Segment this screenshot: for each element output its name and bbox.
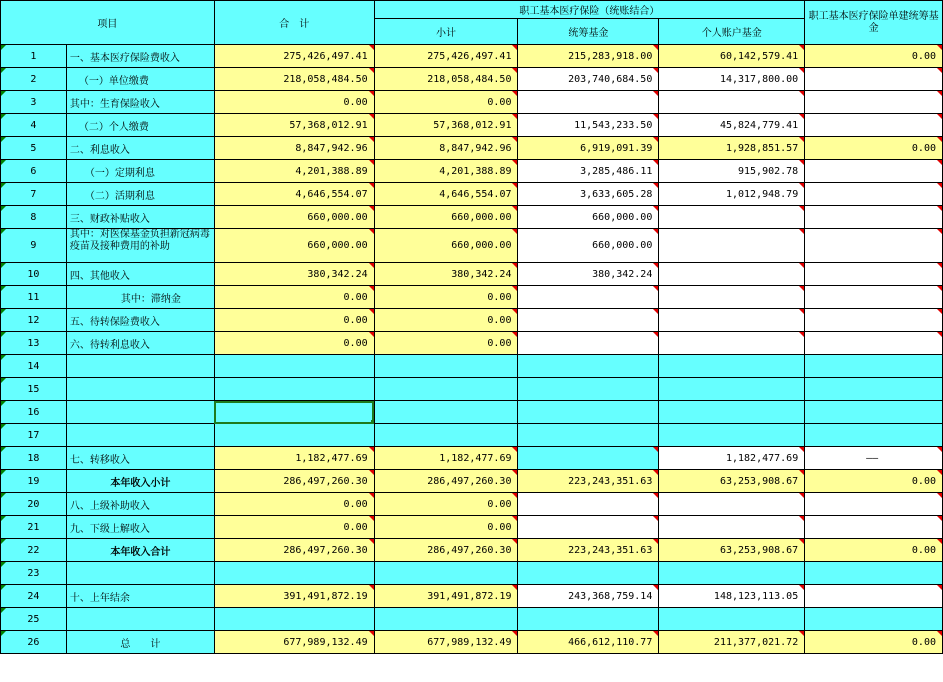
row-number-cell[interactable]: 23 [1,562,67,585]
subtotal-cell[interactable]: 286,497,260.30 [374,470,518,493]
personal-account-cell[interactable]: 915,902.78 [659,160,805,183]
subtotal-cell[interactable] [374,355,518,378]
subtotal-cell[interactable]: 286,497,260.30 [374,539,518,562]
total-cell[interactable]: 0.00 [214,516,374,539]
personal-account-cell[interactable]: 148,123,113.05 [659,585,805,608]
total-cell[interactable] [214,378,374,401]
row-number-cell[interactable]: 24 [1,585,67,608]
row-number-cell[interactable]: 20 [1,493,67,516]
separate-fund-cell[interactable] [805,160,943,183]
separate-fund-cell[interactable] [805,493,943,516]
table-row [1,562,943,585]
row-label-cell[interactable] [66,378,214,401]
separate-fund-cell[interactable]: 0.00 [805,539,943,562]
personal-account-cell[interactable] [659,229,805,263]
total-cell[interactable]: 380,342.24 [214,263,374,286]
pooled-fund-cell[interactable] [518,309,659,332]
row-label-cell[interactable]: 本年收入合计 [66,539,214,562]
personal-account-cell[interactable] [659,562,805,585]
personal-account-cell[interactable] [659,263,805,286]
pooled-fund-cell[interactable] [518,378,659,401]
pooled-fund-cell[interactable] [518,355,659,378]
row-label-cell[interactable]: 八、上级补助收入 [66,493,214,516]
separate-fund-cell[interactable] [805,332,943,355]
pooled-fund-cell[interactable] [518,91,659,114]
total-cell[interactable] [214,424,374,447]
subtotal-cell[interactable]: 0.00 [374,286,518,309]
row-number-cell[interactable]: 9 [1,229,67,263]
total-cell[interactable]: 0.00 [214,332,374,355]
row-label-cell[interactable]: 四、其他收入 [66,263,214,286]
pooled-fund-cell[interactable]: 223,243,351.63 [518,470,659,493]
total-cell[interactable] [214,562,374,585]
row-label-cell[interactable]: 九、下级上解收入 [66,516,214,539]
total-cell[interactable]: 0.00 [214,309,374,332]
table-row [1,183,943,206]
pooled-fund-cell[interactable] [518,608,659,631]
separate-fund-cell[interactable] [805,401,943,424]
personal-account-cell[interactable]: 1,928,851.57 [659,137,805,160]
subtotal-cell[interactable] [374,608,518,631]
table-row [1,114,943,137]
separate-fund-cell[interactable] [805,562,943,585]
row-number-cell[interactable]: 7 [1,183,67,206]
subtotal-cell[interactable]: 660,000.00 [374,229,518,263]
row-number-cell[interactable]: 16 [1,401,67,424]
total-cell[interactable]: 391,491,872.19 [214,585,374,608]
pooled-fund-cell[interactable]: 3,633,605.28 [518,183,659,206]
row-label-cell[interactable] [66,562,214,585]
total-cell[interactable]: 660,000.00 [214,229,374,263]
total-cell[interactable]: 0.00 [214,493,374,516]
table-row [1,91,943,114]
row-number-cell[interactable]: 1 [1,45,67,68]
pooled-fund-cell[interactable]: 380,342.24 [518,263,659,286]
table-row [1,309,943,332]
personal-account-cell[interactable]: 63,253,908.67 [659,539,805,562]
subtotal-cell[interactable]: 218,058,484.50 [374,68,518,91]
subtotal-cell[interactable]: 0.00 [374,493,518,516]
table-row [1,493,943,516]
separate-fund-cell[interactable] [805,91,943,114]
table-row [1,332,943,355]
row-label-cell[interactable]: （二）个人缴费 [66,114,214,137]
row-label-cell[interactable]: （二）活期利息 [66,183,214,206]
row-number-cell[interactable]: 22 [1,539,67,562]
personal-account-cell[interactable] [659,401,805,424]
pooled-fund-cell[interactable]: 3,285,486.11 [518,160,659,183]
table-row [1,137,943,160]
personal-account-cell[interactable]: 211,377,021.72 [659,631,805,654]
separate-fund-cell[interactable] [805,114,943,137]
table-row [1,378,943,401]
table-row [1,229,943,263]
subtotal-cell[interactable]: 391,491,872.19 [374,585,518,608]
table-row [1,631,943,654]
row-number-cell[interactable]: 10 [1,263,67,286]
row-label-cell[interactable]: 其中：生育保险收入 [66,91,214,114]
row-number-cell[interactable]: 26 [1,631,67,654]
row-label-cell[interactable]: 本年收入小计 [66,470,214,493]
row-label-cell[interactable]: 一、基本医疗保险费收入 [66,45,214,68]
row-number-cell[interactable]: 3 [1,91,67,114]
personal-account-cell[interactable] [659,91,805,114]
row-number-cell[interactable]: 11 [1,286,67,309]
total-cell[interactable] [214,355,374,378]
separate-fund-cell[interactable]: 0.00 [805,137,943,160]
separate-fund-cell[interactable]: 0.00 [805,45,943,68]
subtotal-cell[interactable]: 0.00 [374,332,518,355]
row-number-cell[interactable]: 15 [1,378,67,401]
personal-account-cell[interactable] [659,608,805,631]
pooled-fund-cell[interactable]: 223,243,351.63 [518,539,659,562]
table-row [1,45,943,68]
table-row [1,206,943,229]
table-row [1,355,943,378]
personal-account-cell[interactable] [659,516,805,539]
header-separate: 职工基本医疗保险单建统筹基金 [805,1,943,45]
row-number-cell[interactable]: 4 [1,114,67,137]
table-row [1,286,943,309]
separate-fund-cell[interactable] [805,286,943,309]
total-cell[interactable]: 0.00 [214,286,374,309]
row-label-cell[interactable]: 总 计 [66,631,214,654]
separate-fund-cell[interactable] [805,229,943,263]
row-number-cell[interactable]: 2 [1,68,67,91]
pooled-fund-cell[interactable] [518,447,659,470]
pooled-fund-cell[interactable] [518,562,659,585]
header-personal: 个人账户基金 [659,19,805,45]
subtotal-cell[interactable] [374,424,518,447]
table-row [1,401,943,424]
separate-fund-cell[interactable]: 0.00 [805,631,943,654]
separate-fund-cell[interactable] [805,608,943,631]
row-label-cell[interactable] [66,424,214,447]
separate-fund-cell[interactable] [805,183,943,206]
row-label-cell[interactable]: 十、上年结余 [66,585,214,608]
subtotal-cell[interactable]: 4,201,388.89 [374,160,518,183]
row-number-cell[interactable]: 6 [1,160,67,183]
personal-account-cell[interactable]: 14,317,800.00 [659,68,805,91]
personal-account-cell[interactable]: 1,012,948.79 [659,183,805,206]
row-label-cell[interactable] [66,608,214,631]
subtotal-cell[interactable] [374,401,518,424]
row-label-cell[interactable]: 其中：滞纳金 [66,286,214,309]
subtotal-cell[interactable]: 0.00 [374,309,518,332]
row-number-cell[interactable]: 19 [1,470,67,493]
total-cell[interactable]: 1,182,477.69 [214,447,374,470]
total-cell[interactable]: 4,201,388.89 [214,160,374,183]
personal-account-cell[interactable] [659,206,805,229]
table-row [1,608,943,631]
row-number-cell[interactable]: 21 [1,516,67,539]
total-cell[interactable] [214,608,374,631]
row-number-cell[interactable]: 8 [1,206,67,229]
table-row [1,585,943,608]
total-cell[interactable] [214,401,374,424]
subtotal-cell[interactable]: 8,847,942.96 [374,137,518,160]
total-cell[interactable]: 4,646,554.07 [214,183,374,206]
header-total: 合 计 [214,1,374,45]
row-label-cell[interactable]: （一）单位缴费 [66,68,214,91]
row-label-cell[interactable]: 其中：对医保基金负担新冠病毒疫苗及接种费用的补助 [66,229,214,263]
separate-fund-cell[interactable] [805,585,943,608]
personal-account-cell[interactable]: 45,824,779.41 [659,114,805,137]
table-row [1,424,943,447]
table-row [1,516,943,539]
separate-fund-cell[interactable]: —— [805,447,943,470]
personal-account-cell[interactable] [659,493,805,516]
personal-account-cell[interactable] [659,378,805,401]
row-number-cell[interactable]: 13 [1,332,67,355]
separate-fund-cell[interactable]: 0.00 [805,470,943,493]
row-label-cell[interactable] [66,401,214,424]
subtotal-cell[interactable]: 1,182,477.69 [374,447,518,470]
pooled-fund-cell[interactable] [518,401,659,424]
separate-fund-cell[interactable] [805,263,943,286]
separate-fund-cell[interactable] [805,309,943,332]
subtotal-cell[interactable]: 4,646,554.07 [374,183,518,206]
pooled-fund-cell[interactable]: 215,283,918.00 [518,45,659,68]
pooled-fund-cell[interactable] [518,516,659,539]
personal-account-cell[interactable]: 60,142,579.41 [659,45,805,68]
pooled-fund-cell[interactable] [518,332,659,355]
row-number-cell[interactable]: 18 [1,447,67,470]
pooled-fund-cell[interactable]: 6,919,091.39 [518,137,659,160]
personal-account-cell[interactable] [659,424,805,447]
total-cell[interactable]: 286,497,260.30 [214,539,374,562]
pooled-fund-cell[interactable]: 243,368,759.14 [518,585,659,608]
pooled-fund-cell[interactable]: 466,612,110.77 [518,631,659,654]
pooled-fund-cell[interactable]: 660,000.00 [518,206,659,229]
separate-fund-cell[interactable] [805,424,943,447]
total-cell[interactable]: 8,847,942.96 [214,137,374,160]
table-row [1,447,943,470]
separate-fund-cell[interactable] [805,355,943,378]
personal-account-cell[interactable]: 63,253,908.67 [659,470,805,493]
table-row [1,160,943,183]
subtotal-cell[interactable]: 0.00 [374,91,518,114]
subtotal-cell[interactable] [374,378,518,401]
total-cell[interactable]: 57,368,012.91 [214,114,374,137]
personal-account-cell[interactable] [659,309,805,332]
separate-fund-cell[interactable] [805,516,943,539]
row-label-cell[interactable]: 二、利息收入 [66,137,214,160]
row-label-cell[interactable]: 六、待转利息收入 [66,332,214,355]
row-number-cell[interactable]: 25 [1,608,67,631]
total-cell[interactable]: 218,058,484.50 [214,68,374,91]
total-cell[interactable]: 286,497,260.30 [214,470,374,493]
table-row [1,263,943,286]
row-number-cell[interactable]: 5 [1,137,67,160]
header-subtotal: 小计 [374,19,518,45]
subtotal-cell[interactable]: 380,342.24 [374,263,518,286]
total-cell[interactable]: 275,426,497.41 [214,45,374,68]
header-item: 项目 [1,1,215,45]
row-label-cell[interactable] [66,355,214,378]
subtotal-cell[interactable]: 0.00 [374,516,518,539]
total-cell[interactable]: 677,989,132.49 [214,631,374,654]
subtotal-cell[interactable]: 677,989,132.49 [374,631,518,654]
total-cell[interactable]: 660,000.00 [214,206,374,229]
header-group: 职工基本医疗保险（统账结合） [374,1,805,19]
table-row [1,470,943,493]
separate-fund-cell[interactable] [805,206,943,229]
row-label-cell[interactable]: 七、转移收入 [66,447,214,470]
subtotal-cell[interactable]: 660,000.00 [374,206,518,229]
personal-account-cell[interactable] [659,286,805,309]
subtotal-cell[interactable] [374,562,518,585]
table-row [1,539,943,562]
table-row [1,68,943,91]
total-cell[interactable]: 0.00 [214,91,374,114]
pooled-fund-cell[interactable]: 203,740,684.50 [518,68,659,91]
pooled-fund-cell[interactable]: 660,000.00 [518,229,659,263]
row-number-cell[interactable]: 12 [1,309,67,332]
header-pooled: 统筹基金 [518,19,659,45]
pooled-fund-cell[interactable] [518,493,659,516]
subtotal-cell[interactable]: 275,426,497.41 [374,45,518,68]
pooled-fund-cell[interactable]: 11,543,233.50 [518,114,659,137]
pooled-fund-cell[interactable] [518,424,659,447]
personal-account-cell[interactable] [659,355,805,378]
row-label-cell[interactable]: （一）定期利息 [66,160,214,183]
row-label-cell[interactable]: 五、待转保险费收入 [66,309,214,332]
separate-fund-cell[interactable] [805,378,943,401]
row-label-cell[interactable]: 三、财政补贴收入 [66,206,214,229]
personal-account-cell[interactable]: 1,182,477.69 [659,447,805,470]
separate-fund-cell[interactable] [805,68,943,91]
row-number-cell[interactable]: 17 [1,424,67,447]
pooled-fund-cell[interactable] [518,286,659,309]
row-number-cell[interactable]: 14 [1,355,67,378]
subtotal-cell[interactable]: 57,368,012.91 [374,114,518,137]
personal-account-cell[interactable] [659,332,805,355]
